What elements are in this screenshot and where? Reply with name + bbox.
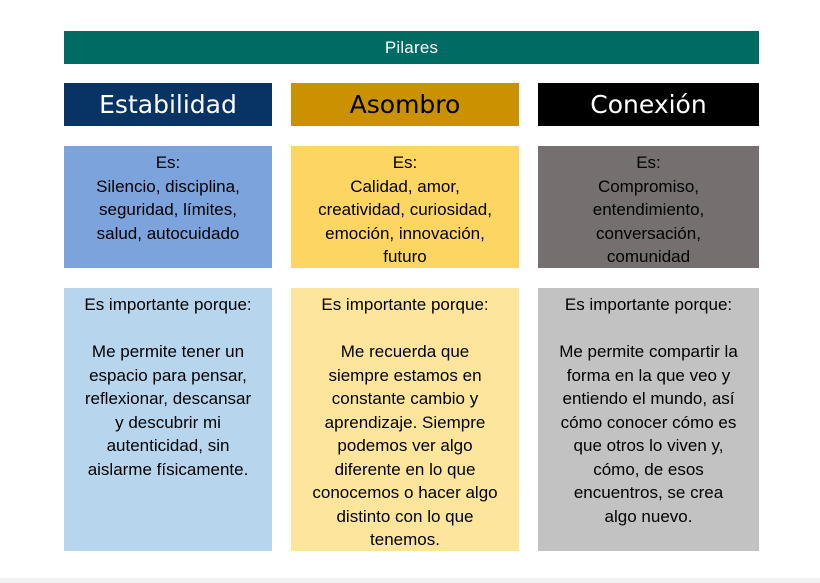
paragraph-gap (64, 317, 272, 341)
pillar-title: Asombro (349, 90, 461, 119)
importance-line: siempre estamos en (328, 365, 482, 385)
pillar-definition-conexion (538, 146, 759, 268)
importance-line: cómo conocer cómo es (560, 412, 737, 432)
definition-line: Es: (392, 153, 418, 172)
importance-line: distinto con lo que (336, 506, 474, 526)
definition-line: Silencio, disciplina, (96, 176, 240, 196)
definition-line: Es: (636, 153, 661, 172)
importance-heading: Es importante porque: (564, 295, 733, 314)
importance-line: constante cambio y (331, 389, 479, 408)
importance-line: espacio para pensar, (89, 365, 247, 385)
pillar-importance-estabilidad (64, 288, 272, 551)
pillar-header-asombro (291, 83, 519, 126)
importance-line: tenemos. (370, 530, 440, 549)
importance-heading: Es importante porque: (84, 295, 252, 314)
banner-title: Pilares (384, 37, 439, 57)
importance-line: diferente en lo que (334, 459, 476, 479)
importance-line: entiendo el mundo, así (562, 389, 735, 408)
pillar-header-estabilidad (64, 83, 272, 126)
pillar-title: Estabilidad (99, 90, 237, 119)
importance-line: cómo, de esos (593, 459, 704, 479)
pillar-importance-conexion (538, 288, 759, 551)
importance-line: algo nuevo. (604, 506, 693, 526)
importance-line: autenticidad, sin (106, 436, 230, 455)
importance-line: forma en la que veo y (566, 365, 731, 385)
importance-line: podemos ver algo (337, 436, 473, 455)
definition-line: futuro (383, 247, 427, 266)
definition-line: entendimiento, (592, 200, 705, 219)
definition-line: comunidad (606, 247, 691, 266)
importance-line: aprendizaje. Siempre (324, 412, 486, 432)
importance-heading: Es importante porque: (321, 295, 489, 314)
definition-line: creatividad, curiosidad, (318, 200, 492, 219)
importance-line: que otros lo viven y, (573, 436, 724, 455)
importance-line: Me permite tener un (91, 342, 245, 361)
paragraph-gap (538, 317, 759, 341)
definition-line: seguridad, límites, (99, 200, 237, 219)
definition-line: Calidad, amor, (350, 176, 460, 196)
importance-line: aislarme físicamente. (87, 459, 249, 479)
pillar-header-conexion (538, 83, 759, 126)
importance-line: y descubrir mi (115, 412, 221, 432)
pillar-importance-asombro (291, 288, 519, 551)
definition-line: emoción, innovación, (325, 223, 485, 243)
definition-line: Es: (155, 153, 181, 172)
paragraph-gap (291, 317, 519, 341)
page-bottom-edge (0, 578, 820, 583)
importance-line: conocemos o hacer algo (312, 483, 498, 502)
pillar-definition-estabilidad (64, 146, 272, 268)
definition-line: Compromiso, (597, 176, 700, 196)
importance-line: reflexionar, descansar (84, 389, 252, 408)
pillars-banner (64, 31, 759, 64)
importance-line: encuentros, se crea (573, 483, 724, 502)
pillar-definition-asombro (291, 146, 519, 268)
importance-line: Me permite compartir la (559, 342, 738, 361)
definition-line: salud, autocuidado (96, 223, 240, 243)
pillar-title: Conexión (590, 90, 707, 119)
definition-line: conversación, (596, 223, 701, 243)
importance-line: Me recuerda que (340, 342, 470, 361)
